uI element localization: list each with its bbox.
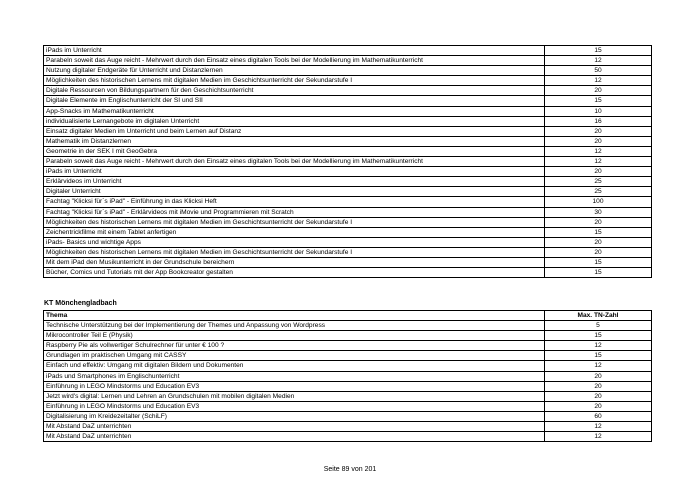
cell-max-tn: 20	[545, 247, 652, 257]
cell-thema: Möglichkeiten des historischen Lernens mit digitalen Medien im Geschichtsunterricht der Sekundarstufe I	[44, 217, 545, 227]
table-row	[44, 268, 652, 278]
table-row	[44, 331, 652, 341]
cell-max-tn: 12	[545, 146, 652, 156]
cell-thema: Grundlagen im praktischen Umgang mit CASSY	[44, 351, 545, 361]
cell-thema: Mit Abstand DaZ unterrichten	[44, 432, 545, 442]
table-row	[44, 227, 652, 237]
course-table-body	[44, 46, 652, 278]
cell-thema: iPads und Smartphones im Englischunterricht	[44, 371, 545, 381]
table-row	[44, 46, 652, 56]
cell-max-tn: 12	[545, 432, 652, 442]
cell-thema: Parabeln soweit das Auge reicht - Mehrwert durch den Einsatz eines digitalen Tools bei der Modellierung im Mathematikunterricht	[44, 56, 545, 66]
table-row	[44, 177, 652, 187]
cell-max-tn: 20	[545, 126, 652, 136]
table-row	[44, 146, 652, 156]
cell-max-tn: 12	[545, 157, 652, 167]
cell-max-tn: 12	[545, 361, 652, 371]
course-table-body	[44, 321, 652, 442]
header-max-tn: Max. TN-Zahl	[545, 311, 652, 321]
cell-thema: Geometrie in der SEK I mit GeoGebra	[44, 146, 545, 156]
cell-thema: Einführung in LEGO Mindstorms und Education EV3	[44, 401, 545, 411]
cell-max-tn: 20	[545, 217, 652, 227]
table-row	[44, 66, 652, 76]
cell-max-tn: 20	[545, 167, 652, 177]
cell-thema: Mit dem iPad den Musikunterricht in der Grundschule bereichern	[44, 257, 545, 267]
cell-max-tn: 20	[545, 237, 652, 247]
cell-max-tn: 15	[545, 227, 652, 237]
cell-max-tn: 12	[545, 76, 652, 86]
section-title: KT Mönchengladbach	[44, 300, 117, 307]
cell-thema: Parabeln soweit das Auge reicht - Mehrwert durch den Einsatz eines digitalen Tools bei der Modellierung im Mathematikunterricht	[44, 157, 545, 167]
table-row	[44, 136, 652, 146]
cell-max-tn: 20	[545, 371, 652, 381]
cell-thema: Raspberry Pie als vollwertiger Schulrechner für unter € 100 ?	[44, 341, 545, 351]
table-header-row	[44, 311, 652, 321]
cell-thema: Einfach und effektiv: Umgang mit digitalen Bildern und Dokumenten	[44, 361, 545, 371]
cell-thema: Erklärvideos im Unterricht	[44, 177, 545, 187]
table-row	[44, 106, 652, 116]
header-thema: Thema	[44, 311, 545, 321]
table-row	[44, 432, 652, 442]
cell-max-tn: 50	[545, 66, 652, 76]
cell-thema: Technische Unterstützung bei der Implementierung der Themes und Anpassung von Wordpress	[44, 321, 545, 331]
table-row	[44, 86, 652, 96]
cell-max-tn: 15	[545, 331, 652, 341]
table-row	[44, 341, 652, 351]
table-row	[44, 351, 652, 361]
table-row	[44, 247, 652, 257]
cell-thema: Jetzt wird's digital: Lernen und Lehren an Grundschulen mit mobilen digitalen Medien	[44, 391, 545, 401]
cell-thema: iPads- Basics und wichtige Apps	[44, 237, 545, 247]
page-number: Seite 89 von 201	[323, 466, 377, 473]
table-row	[44, 257, 652, 267]
cell-max-tn: 12	[545, 56, 652, 66]
cell-max-tn: 25	[545, 187, 652, 197]
cell-thema: Digitale Elemente im Englischunterricht der SI und SII	[44, 96, 545, 106]
cell-max-tn: 20	[545, 381, 652, 391]
table-row	[44, 207, 652, 217]
cell-thema: App-Snacks im Mathematikunterricht	[44, 106, 545, 116]
table-row	[44, 76, 652, 86]
cell-max-tn: 15	[545, 257, 652, 267]
cell-max-tn: 15	[545, 351, 652, 361]
cell-thema: iPads im Unterricht	[44, 167, 545, 177]
table-row	[44, 116, 652, 126]
cell-thema: Fachtag "Klicksi für´s iPad" - Erklärvideos mit iMovie und Programmieren mit Scratch	[44, 207, 545, 217]
table-row	[44, 381, 652, 391]
cell-thema: Zeichentrickfilme mit einem Tablet anfertigen	[44, 227, 545, 237]
cell-thema: Digitaler Unterricht	[44, 187, 545, 197]
cell-max-tn: 5	[545, 321, 652, 331]
cell-max-tn: 20	[545, 136, 652, 146]
table-row	[44, 411, 652, 421]
cell-max-tn: 16	[545, 116, 652, 126]
table-row	[44, 126, 652, 136]
cell-max-tn: 15	[545, 268, 652, 278]
cell-thema: Digitalisierung im Kreidezeitalter (SchiLF)	[44, 411, 545, 421]
table-row	[44, 167, 652, 177]
cell-max-tn: 10	[545, 106, 652, 116]
cell-thema: individualisierte Lernangebote im digitalen Unterricht	[44, 116, 545, 126]
cell-thema: Mikrocontroller Teil E (Physik)	[44, 331, 545, 341]
cell-max-tn: 20	[545, 86, 652, 96]
table-row	[44, 217, 652, 227]
cell-thema: Möglichkeiten des historischen Lernens mit digitalen Medien im Geschichtsunterricht der Sekundarstufe I	[44, 247, 545, 257]
table-row	[44, 422, 652, 432]
cell-thema: Einführung in LEGO Mindstorms und Education EV3	[44, 381, 545, 391]
cell-thema: Einsatz digitaler Medien im Unterricht und beim Lernen auf Distanz	[44, 126, 545, 136]
cell-max-tn: 60	[545, 411, 652, 421]
table-row	[44, 321, 652, 331]
cell-thema: Bücher, Comics und Tutorials mit der App Bookcreator gestalten	[44, 268, 545, 278]
cell-max-tn: 20	[545, 401, 652, 411]
cell-thema: iPads im Unterricht	[44, 46, 545, 56]
table-row	[44, 197, 652, 207]
table-row	[44, 237, 652, 247]
cell-max-tn: 12	[545, 341, 652, 351]
cell-thema: Mathematik im Distanzlernen	[44, 136, 545, 146]
cell-max-tn: 15	[545, 96, 652, 106]
table-row	[44, 187, 652, 197]
cell-thema: Mit Abstand DaZ unterrichten	[44, 422, 545, 432]
cell-thema: Digitale Ressourcen von Bildungspartnern für den Geschichtsunterricht	[44, 86, 545, 96]
table-row	[44, 96, 652, 106]
table-row	[44, 56, 652, 66]
cell-thema: Fachtag "Klicksi für´s iPad" - Einführung in das Klicksi Heft	[44, 197, 545, 207]
table-row	[44, 157, 652, 167]
table-row	[44, 371, 652, 381]
cell-max-tn: 25	[545, 177, 652, 187]
cell-thema: Möglichkeiten des historischen Lernens mit digitalen Medien im Geschichtsunterricht der Sekundarstufe I	[44, 76, 545, 86]
cell-max-tn: 30	[545, 207, 652, 217]
course-table-continued	[43, 45, 652, 278]
table-row	[44, 401, 652, 411]
cell-max-tn: 15	[545, 46, 652, 56]
table-row	[44, 361, 652, 371]
table-row	[44, 391, 652, 401]
course-table-moenchengladbach	[43, 310, 652, 442]
cell-thema: Nutzung digitaler Endgeräte für Unterricht und Distanzlernen	[44, 66, 545, 76]
cell-max-tn: 20	[545, 391, 652, 401]
cell-max-tn: 100	[545, 197, 652, 207]
cell-max-tn: 12	[545, 422, 652, 432]
